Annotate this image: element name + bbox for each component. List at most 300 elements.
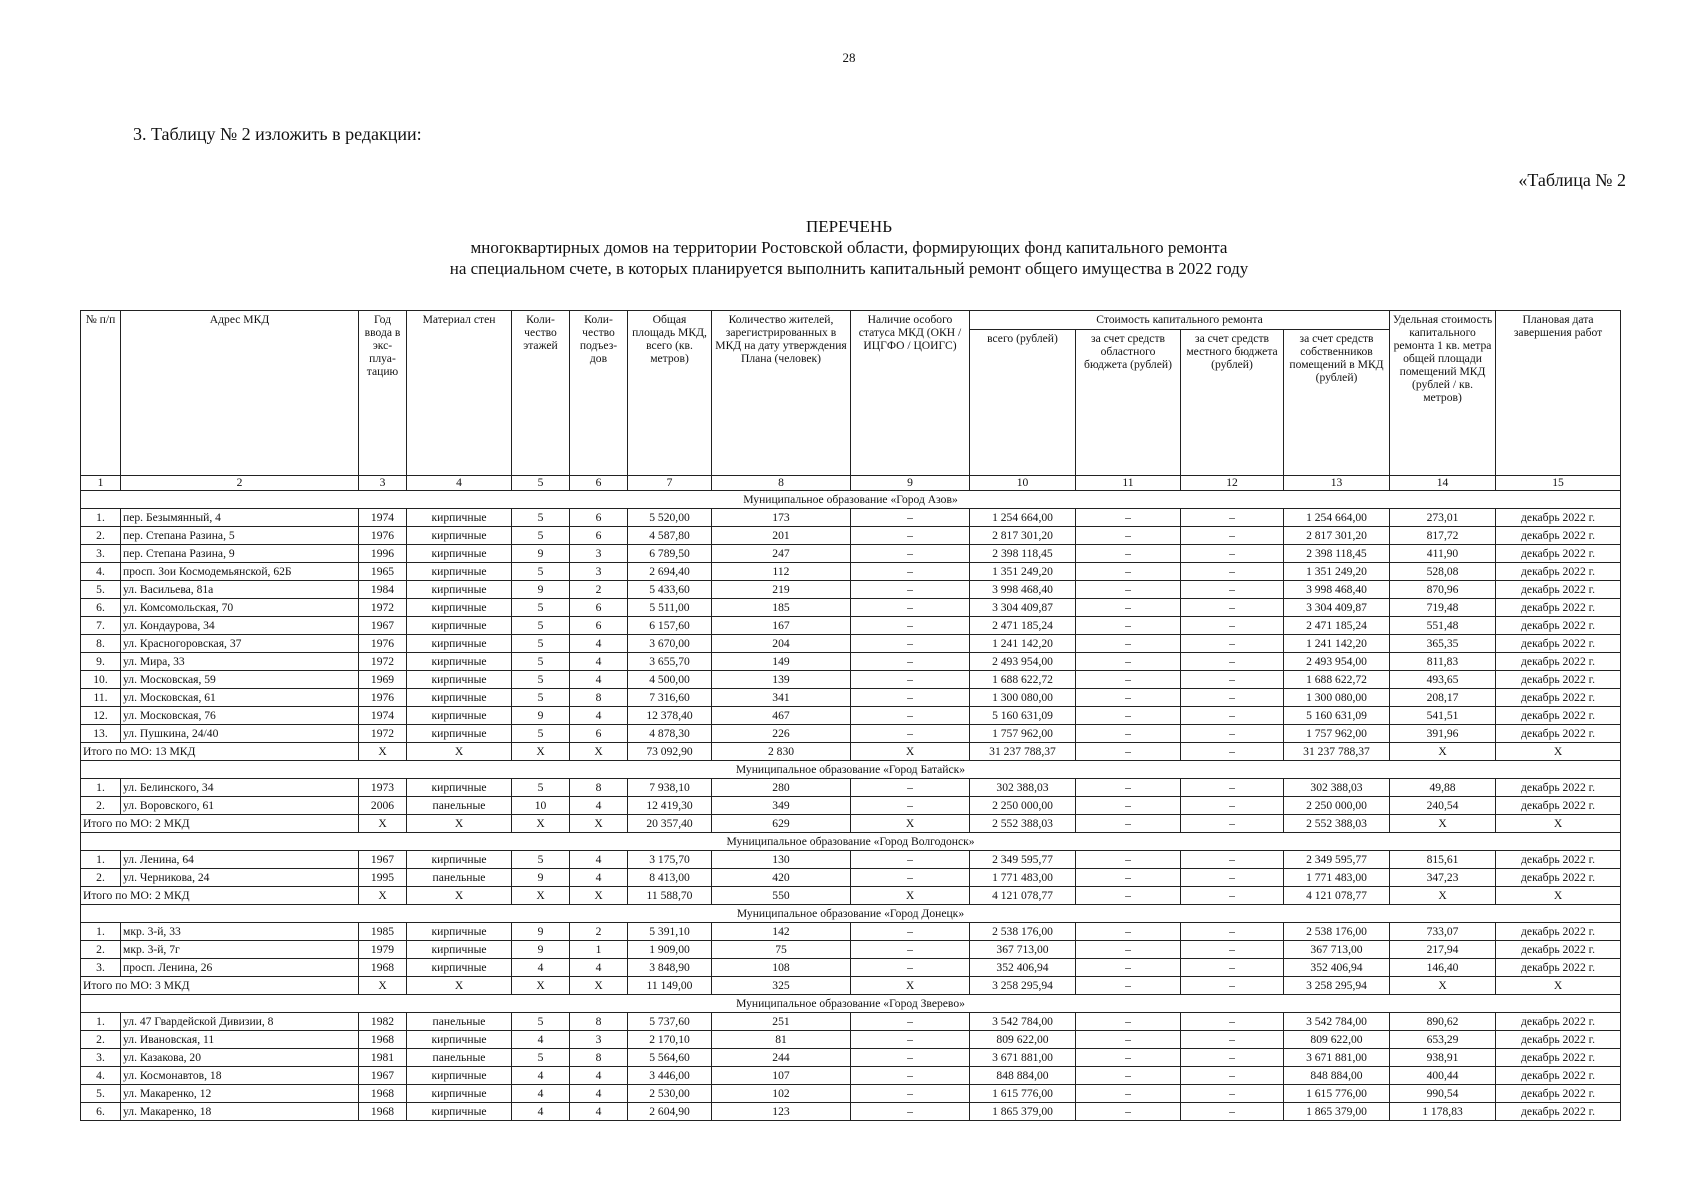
table-cell: 2 398 118,45 [1284,545,1390,563]
total-cell: X [851,743,970,761]
table-cell: – [1076,563,1181,581]
table-cell: 1974 [359,707,407,725]
total-cell: X [570,743,628,761]
table-cell: 1 254 664,00 [970,509,1076,527]
table-cell: 4 587,80 [628,527,712,545]
total-cell: X [851,887,970,905]
table-cell: 3 542 784,00 [970,1013,1076,1031]
total-cell: – [1181,743,1284,761]
table-cell: 5 [512,653,570,671]
table-cell: 2 349 595,77 [970,851,1076,869]
table-cell: 352 406,94 [970,959,1076,977]
table-cell: 4 [570,851,628,869]
table-cell: 1 178,83 [1390,1103,1496,1121]
table-cell: 4 [512,1031,570,1049]
table-row [81,1085,1621,1103]
total-cell: X [512,887,570,905]
total-cell: X [1496,743,1621,761]
table-cell: 1 909,00 [628,941,712,959]
table-cell: пер. Степана Разина, 9 [121,545,359,563]
table-cell: 8 [570,779,628,797]
table-row [81,941,1621,959]
table-cell: 3 [570,545,628,563]
table-cell: 5 433,60 [628,581,712,599]
table-row [81,689,1621,707]
column-number: 10 [970,476,1076,491]
table-cell: 3 998 468,40 [970,581,1076,599]
intro-text: 3. Таблицу № 2 изложить в редакции: [133,124,422,144]
total-cell: 2 830 [712,743,851,761]
total-cell: 629 [712,815,851,833]
column-numbers-row [81,476,1621,491]
table-cell: – [1181,527,1284,545]
table-cell: 226 [712,725,851,743]
total-cell: 31 237 788,37 [1284,743,1390,761]
total-cell: X [570,887,628,905]
total-cell: X [1390,977,1496,995]
col-header-cost-regional: за счет средств областного бюджета (рублей) [1076,330,1181,476]
table-cell: 2. [81,869,121,887]
table-cell: декабрь 2022 г. [1496,869,1621,887]
table-cell: 6. [81,1103,121,1121]
table-cell: 5 [512,725,570,743]
table-cell: 149 [712,653,851,671]
table-cell: ул. Макаренко, 18 [121,1103,359,1121]
table-cell: – [1181,617,1284,635]
table-cell: 3 671 881,00 [970,1049,1076,1067]
table-cell: 367 713,00 [1284,941,1390,959]
table-cell: – [851,797,970,815]
table-cell: 1976 [359,635,407,653]
table-row [81,1013,1621,1031]
section-row [81,833,1621,851]
table-row [81,779,1621,797]
table-cell: 1 865 379,00 [970,1103,1076,1121]
table-cell: кирпичные [407,1085,512,1103]
table-cell: 9 [512,923,570,941]
table-cell: 8 [570,689,628,707]
table-cell: декабрь 2022 г. [1496,563,1621,581]
heading-line-2: многоквартирных домов на территории Ростовской области, формирующих фонд капитального ремонта [470,238,1228,257]
total-cell: 20 357,40 [628,815,712,833]
table-cell: 2 349 595,77 [1284,851,1390,869]
table-cell: кирпичные [407,707,512,725]
table-cell: 3. [81,1049,121,1067]
table-cell: 990,54 [1390,1085,1496,1103]
table-cell: 1 351 249,20 [970,563,1076,581]
table-cell: 123 [712,1103,851,1121]
table-cell: 467 [712,707,851,725]
table-cell: 1972 [359,599,407,617]
table-cell: 2 [570,923,628,941]
table-cell: 3. [81,545,121,563]
column-number: 14 [1390,476,1496,491]
table-cell: 4 [570,635,628,653]
table-cell: 815,61 [1390,851,1496,869]
table-cell: – [1181,1013,1284,1031]
table-cell: 5 [512,617,570,635]
table-cell: – [851,941,970,959]
table-cell: 204 [712,635,851,653]
table-cell: 809 622,00 [970,1031,1076,1049]
table-header [81,311,1621,491]
table-cell: 10. [81,671,121,689]
table-cell: кирпичные [407,941,512,959]
table-cell: 2 250 000,00 [1284,797,1390,815]
table-cell: 6 [570,725,628,743]
table-cell: 2 530,00 [628,1085,712,1103]
table-cell: декабрь 2022 г. [1496,1049,1621,1067]
table-cell: 1972 [359,725,407,743]
table-cell: – [851,635,970,653]
column-number: 11 [1076,476,1181,491]
table-cell: – [851,1031,970,1049]
table-cell: 8 [570,1013,628,1031]
table-cell: 219 [712,581,851,599]
table-cell: 6 [570,509,628,527]
table-cell: 185 [712,599,851,617]
total-cell: 325 [712,977,851,995]
table-cell: – [851,563,970,581]
table-cell: ул. Московская, 59 [121,671,359,689]
total-label: Итого по МО: 13 МКД [81,743,359,761]
table-cell: 201 [712,527,851,545]
total-cell: 2 552 388,03 [970,815,1076,833]
table-cell: – [1076,653,1181,671]
column-number: 9 [851,476,970,491]
table-cell: 208,17 [1390,689,1496,707]
table-cell: – [1181,1067,1284,1085]
table-row [81,671,1621,689]
table-cell: 112 [712,563,851,581]
table-cell: – [1181,941,1284,959]
table-cell: – [1181,635,1284,653]
table-cell: 3 542 784,00 [1284,1013,1390,1031]
table-cell: – [1181,869,1284,887]
table-cell: декабрь 2022 г. [1496,1085,1621,1103]
table-cell: кирпичные [407,581,512,599]
table-cell: – [851,599,970,617]
table-cell: 1 351 249,20 [1284,563,1390,581]
table-cell: – [1181,797,1284,815]
col-header-unit-cost: Удельная стоимость капитального ремонта 1 кв. метра общей площади помещений МКД (рублей / кв. метров) [1390,311,1496,476]
table-cell: 3 175,70 [628,851,712,869]
table-cell: 3 304 409,87 [970,599,1076,617]
table-cell: декабрь 2022 г. [1496,851,1621,869]
table-cell: 817,72 [1390,527,1496,545]
page-number: 28 [842,50,856,65]
table-row [81,653,1621,671]
section-row [81,491,1621,509]
table-cell: – [851,689,970,707]
table-cell: – [1076,671,1181,689]
column-number: 12 [1181,476,1284,491]
table-cell: – [1076,725,1181,743]
table-cell: – [1076,797,1181,815]
table-cell: 2. [81,527,121,545]
table-cell: 5. [81,581,121,599]
table-cell: 809 622,00 [1284,1031,1390,1049]
table-cell: 870,96 [1390,581,1496,599]
total-cell: X [1496,977,1621,995]
table-cell: 9. [81,653,121,671]
total-cell: 4 121 078,77 [1284,887,1390,905]
table-cell: 2 538 176,00 [970,923,1076,941]
table-cell: 13. [81,725,121,743]
table-cell: 139 [712,671,851,689]
table-cell: – [851,545,970,563]
table-cell: 5 737,60 [628,1013,712,1031]
total-cell: X [1390,743,1496,761]
table-cell: 49,88 [1390,779,1496,797]
table-cell: 1 615 776,00 [970,1085,1076,1103]
table-cell: 1 757 962,00 [970,725,1076,743]
table-cell: – [1181,923,1284,941]
table-cell: 1 241 142,20 [970,635,1076,653]
table-cell: – [1181,779,1284,797]
table-cell: ул. Мира, 33 [121,653,359,671]
table-cell: – [1076,923,1181,941]
table-cell: панельные [407,869,512,887]
table-cell: 9 [512,941,570,959]
table-cell: – [851,671,970,689]
table-cell: кирпичные [407,563,512,581]
table-cell: – [1181,581,1284,599]
total-cell: X [512,743,570,761]
table-cell: 2 471 185,24 [970,617,1076,635]
table-cell: – [1076,1067,1181,1085]
table-cell: кирпичные [407,617,512,635]
table-cell: 7 938,10 [628,779,712,797]
column-number: 5 [512,476,570,491]
table-cell: – [851,1085,970,1103]
table-cell: 1 688 622,72 [970,671,1076,689]
total-cell: X [512,977,570,995]
table-cell: 4 [570,797,628,815]
table-cell: мкр. 3-й, 33 [121,923,359,941]
table-cell: 2. [81,797,121,815]
table-cell: 341 [712,689,851,707]
col-header-completion: Плановая дата завершения работ [1496,311,1621,476]
table-cell: 4 [512,1085,570,1103]
table-cell: 2 398 118,45 [970,545,1076,563]
table-cell: – [1076,581,1181,599]
table-cell: ул. Комсомольская, 70 [121,599,359,617]
table-cell: – [851,959,970,977]
table-cell: – [1181,1031,1284,1049]
total-cell: X [407,977,512,995]
table-cell: 1974 [359,509,407,527]
table-cell: 411,90 [1390,545,1496,563]
table-cell: 142 [712,923,851,941]
table-cell: – [851,1049,970,1067]
table-cell: ул. Московская, 61 [121,689,359,707]
table-cell: 3 998 468,40 [1284,581,1390,599]
table-cell: – [851,617,970,635]
table-cell: – [1076,1031,1181,1049]
table-cell: декабрь 2022 г. [1496,635,1621,653]
column-number: 13 [1284,476,1390,491]
table-cell: 6 [570,527,628,545]
total-cell: – [1076,815,1181,833]
table-cell: 5. [81,1085,121,1103]
table-cell: 9 [512,869,570,887]
table-cell: кирпичные [407,1103,512,1121]
col-header-floors: Коли-чество этажей [512,311,570,476]
table-cell: декабрь 2022 г. [1496,509,1621,527]
table-row [81,851,1621,869]
column-number: 3 [359,476,407,491]
total-cell: 73 092,90 [628,743,712,761]
table-cell: 4 [570,653,628,671]
table-cell: 4 [570,671,628,689]
table-cell: кирпичные [407,779,512,797]
table-cell: 5 160 631,09 [970,707,1076,725]
total-cell: X [359,743,407,761]
table-cell: 1. [81,509,121,527]
table-cell: 890,62 [1390,1013,1496,1031]
section-row [81,761,1621,779]
col-header-cost-group: Стоимость капитального ремонта [970,311,1390,330]
total-cell: 550 [712,887,851,905]
table-cell: 1984 [359,581,407,599]
section-row [81,905,1621,923]
table-cell: 5 [512,635,570,653]
table-cell: мкр. 3-й, 7г [121,941,359,959]
table-cell: 302 388,03 [1284,779,1390,797]
table-cell: – [1076,617,1181,635]
table-cell: 6 789,50 [628,545,712,563]
table-cell: 1976 [359,689,407,707]
table-cell: 6. [81,599,121,617]
column-number: 8 [712,476,851,491]
table-cell: 3. [81,959,121,977]
table-cell: – [851,923,970,941]
table-cell: – [1181,671,1284,689]
col-header-area: Общая площадь МКД, всего (кв. метров) [628,311,712,476]
table-cell: 1 [570,941,628,959]
table-cell: 4 500,00 [628,671,712,689]
table-cell: – [1181,707,1284,725]
total-cell: 31 237 788,37 [970,743,1076,761]
table-cell: – [1181,1103,1284,1121]
table-cell: 1995 [359,869,407,887]
table-cell: 1. [81,851,121,869]
column-number: 4 [407,476,512,491]
table-cell: – [851,779,970,797]
total-cell: X [570,815,628,833]
section-title: Муниципальное образование «Город Волгодонск» [81,833,1621,851]
table-cell: кирпичные [407,725,512,743]
total-cell: 3 258 295,94 [1284,977,1390,995]
table-cell: декабрь 2022 г. [1496,923,1621,941]
table-cell: 107 [712,1067,851,1085]
table-cell: 2 471 185,24 [1284,617,1390,635]
table-cell: 2 493 954,00 [1284,653,1390,671]
table-cell: 1968 [359,1103,407,1121]
table-cell: 1968 [359,1031,407,1049]
table-cell: 4 878,30 [628,725,712,743]
table-cell: ул. 47 Гвардейской Дивизии, 8 [121,1013,359,1031]
table-cell: 75 [712,941,851,959]
table-row [81,563,1621,581]
table-cell: 4 [512,1103,570,1121]
total-cell: X [1496,815,1621,833]
table-cell: 4 [570,959,628,977]
table-cell: 280 [712,779,851,797]
table-row [81,725,1621,743]
col-header-cost-owners: за счет средств собственников помещений в МКД (рублей) [1284,330,1390,476]
total-cell: 4 121 078,77 [970,887,1076,905]
table-cell: 130 [712,851,851,869]
table-cell: 81 [712,1031,851,1049]
table-cell: 5 [512,779,570,797]
table-cell: 5 [512,671,570,689]
table-cell: 167 [712,617,851,635]
table-cell: 3 446,00 [628,1067,712,1085]
table-cell: 4. [81,1067,121,1085]
table-cell: 1976 [359,527,407,545]
table-row [81,635,1621,653]
table-row [81,1103,1621,1121]
section-title: Муниципальное образование «Город Батайск» [81,761,1621,779]
col-header-num: № п/п [81,311,121,476]
table-cell: – [851,1067,970,1085]
table-cell: 1968 [359,1085,407,1103]
table-cell: кирпичные [407,1031,512,1049]
total-cell: 11 588,70 [628,887,712,905]
table-cell: 173 [712,509,851,527]
table-cell: – [1181,1049,1284,1067]
table-cell: 1985 [359,923,407,941]
table-row [81,869,1621,887]
table-cell: 9 [512,581,570,599]
table-row [81,1031,1621,1049]
table-cell: ул. Воровского, 61 [121,797,359,815]
table-cell: 1967 [359,851,407,869]
table-cell: 719,48 [1390,599,1496,617]
column-number: 1 [81,476,121,491]
table-cell: 7 316,60 [628,689,712,707]
table-cell: 6 [570,617,628,635]
table-cell: 4 [570,869,628,887]
table-cell: 848 884,00 [970,1067,1076,1085]
table-cell: кирпичные [407,671,512,689]
table-cell: панельные [407,1049,512,1067]
total-label: Итого по МО: 2 МКД [81,815,359,833]
total-cell: X [359,887,407,905]
table-cell: 1967 [359,617,407,635]
table-cell: 1. [81,1013,121,1031]
table-cell: – [851,851,970,869]
table-cell: 1. [81,779,121,797]
section-title: Муниципальное образование «Город Донецк» [81,905,1621,923]
table-cell: ул. Красногоровская, 37 [121,635,359,653]
mkd-table [80,310,1621,1121]
table-cell: 3 670,00 [628,635,712,653]
col-header-year: Год ввода в экс-плуа-тацию [359,311,407,476]
table-cell: ул. Казакова, 20 [121,1049,359,1067]
table-cell: 5 [512,689,570,707]
total-cell: X [407,887,512,905]
table-cell: – [851,1013,970,1031]
table-cell: 1965 [359,563,407,581]
table-cell: панельные [407,1013,512,1031]
table-cell: – [1076,635,1181,653]
table-cell: ул. Московская, 76 [121,707,359,725]
table-cell: 2 538 176,00 [1284,923,1390,941]
table-cell: – [1076,545,1181,563]
